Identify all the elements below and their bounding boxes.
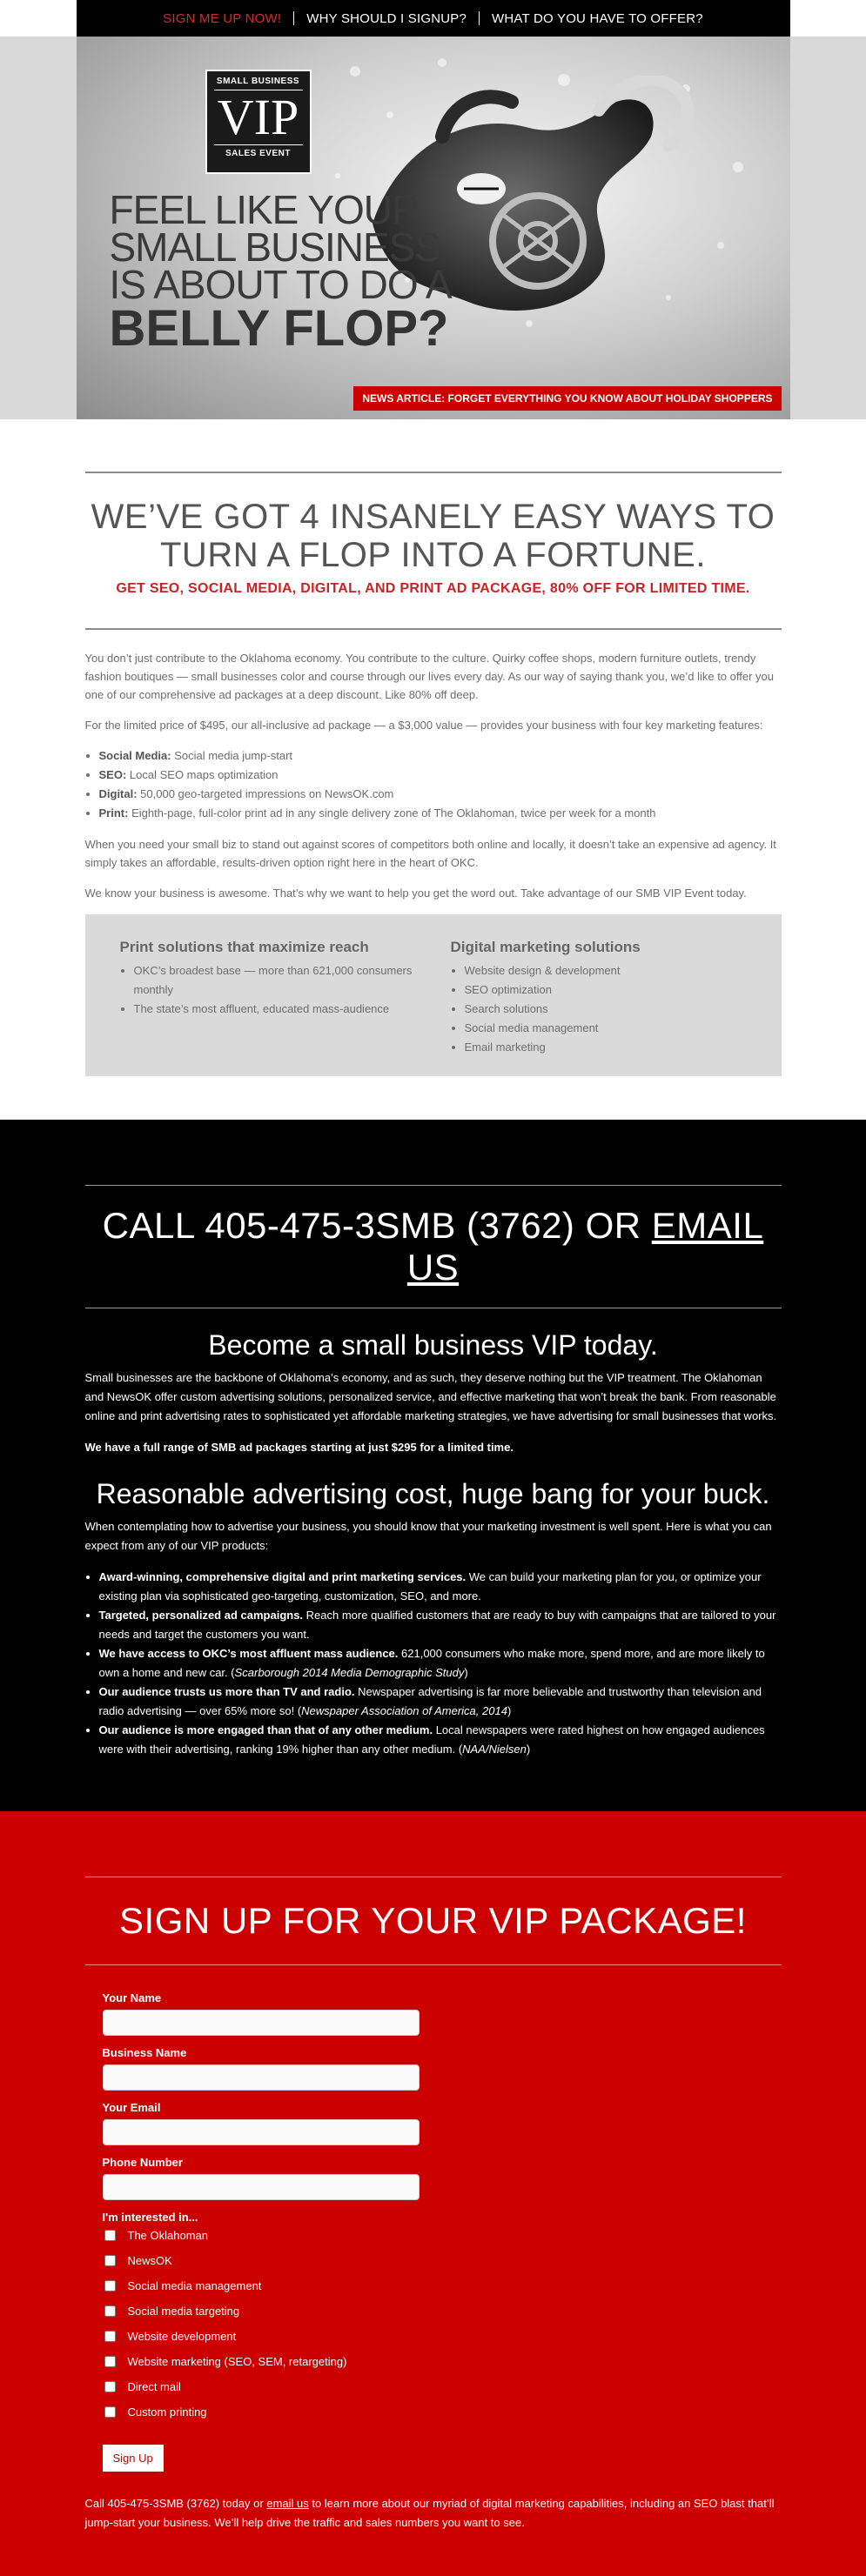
feature-label: SEO: xyxy=(98,768,127,781)
section-paragraph xyxy=(85,1438,782,1457)
option-checkbox[interactable] xyxy=(104,2230,116,2241)
list-item xyxy=(99,785,782,804)
hero-headline-emphasis: BELLY FLOP? xyxy=(109,300,449,357)
option-social-media-targeting[interactable] xyxy=(104,2305,764,2318)
list-item: • Social media management xyxy=(465,1019,747,1038)
option-label: The Oklahoman xyxy=(127,2229,208,2242)
logo-top-text: SMALL BUSINESS xyxy=(216,77,300,86)
divider xyxy=(85,472,782,473)
option-label: Direct mail xyxy=(127,2380,181,2393)
feature-text: Eighth-page, full-color print ad in any single delivery zone of The Oklahoman, twice per week for a month xyxy=(128,806,656,820)
digital-solutions-column xyxy=(416,939,747,1057)
intro-paragraph: For the limited price of $495, our all-inclusive ad package — a $3,000 value — provides your business with four key marketing features: xyxy=(84,719,763,732)
feature-label: Digital: xyxy=(98,787,138,800)
list-item: • Search solutions xyxy=(465,1000,747,1019)
email-us-link[interactable]: EMAIL US xyxy=(406,1205,764,1288)
name-field[interactable] xyxy=(103,2010,420,2036)
benefit-source: Newspaper Association of America, 2014 xyxy=(301,1704,507,1717)
option-checkbox[interactable] xyxy=(104,2280,116,2292)
hero-headline-line: FEEL LIKE YOUR xyxy=(109,187,420,232)
option-direct-mail[interactable] xyxy=(104,2380,764,2393)
signup-section xyxy=(0,1811,866,2576)
option-checkbox[interactable] xyxy=(104,2305,116,2317)
benefit-text: Local newspapers were rated highest on how engaged audiences were with their advertising, ranking 19% higher than any other medium. ( xyxy=(98,1723,765,1756)
nav-offer-link[interactable]: WHAT DO YOU HAVE TO OFFER? xyxy=(492,10,703,26)
intro-section xyxy=(77,419,790,1076)
logo-vip-text: VIP xyxy=(214,90,303,145)
list-item xyxy=(99,766,782,785)
option-checkbox[interactable] xyxy=(104,2406,116,2418)
option-label: Social media targeting xyxy=(127,2305,240,2318)
signup-form xyxy=(77,1965,790,2472)
benefit-title: Our audience is more engaged than that of any other medium. xyxy=(98,1723,433,1736)
digital-solutions-list xyxy=(465,961,747,1057)
list-item xyxy=(99,1606,782,1644)
benefit-text: Reach more qualified customers that are ready to buy with campaigns that are tailored to your needs and target the customers you want. xyxy=(98,1609,776,1641)
signup-footer-text xyxy=(85,2494,782,2533)
vip-info-section xyxy=(0,1120,866,1811)
benefit-source: NAA/Nielsen xyxy=(462,1743,527,1756)
feature-text: Local SEO maps optimization xyxy=(126,768,279,781)
phone-label: Phone Number xyxy=(102,2156,183,2169)
hero-headline-line: SMALL BUSINESS xyxy=(109,224,441,270)
option-label: Website marketing (SEO, SEM, retargeting) xyxy=(127,2355,347,2368)
hero-headline xyxy=(109,187,452,357)
list-item: • SEO optimization xyxy=(465,980,747,1000)
option-website-development[interactable] xyxy=(104,2330,764,2343)
intro-subtitle: GET SEO, SOCIAL MEDIA, DIGITAL, AND PRINT AD PACKAGE, 80% OFF FOR LIMITED TIME. xyxy=(116,581,750,596)
print-solutions-title: Print solutions that maximize reach xyxy=(119,939,369,955)
news-article-button[interactable]: NEWS ARTICLE: FORGET EVERYTHING YOU KNOW ABOUT HOLIDAY SHOPPERS xyxy=(353,386,781,411)
option-label: NewsOK xyxy=(127,2254,172,2267)
print-solutions-column xyxy=(120,939,416,1057)
list-item: • OKC’s broadest base — more than 621,000 consumers monthly xyxy=(134,961,416,1000)
list-item xyxy=(99,804,782,823)
option-checkbox[interactable] xyxy=(104,2356,116,2367)
business-name-field[interactable] xyxy=(103,2064,420,2091)
intro-paragraph: You don’t just contribute to the Oklahoma economy. You contribute to the culture. Quirky coffee shops, modern furniture outlets, trendy fashion boutiques — small businesses color and course through our lives every day. As our way of saying thank you, we’d like to offer you one of our comprehensive ad packages at a deep discount. Like 80% off deep. xyxy=(84,652,775,701)
sign-up-button[interactable]: Sign Up xyxy=(103,2445,164,2472)
name-label: Your Name xyxy=(102,1991,162,2004)
option-checkbox[interactable] xyxy=(104,2331,116,2342)
signup-title: SIGN UP FOR YOUR VIP PACKAGE! xyxy=(119,1900,747,1941)
intro-title: WE’VE GOT 4 INSANELY EASY WAYS TO TURN A FLOP INTO A FORTUNE. xyxy=(91,498,775,574)
feature-label: Print: xyxy=(98,806,129,820)
benefit-title: We have access to OKC’s most affluent mass audience. xyxy=(98,1647,399,1660)
benefits-list xyxy=(99,1568,782,1759)
email-label: Your Email xyxy=(102,2101,161,2114)
section-paragraph: Small businesses are the backbone of Oklahoma’s economy, and as such, they deserve nothing but the VIP treatment. The Oklahoman and NewsOK offer custom advertising solutions, personalized service, and effective marketing that won’t break the bank. From reasonable online and print advertising rates to sophisticated yet affordable marketing strategies, we have advertising for small businesses that works. xyxy=(84,1371,777,1422)
email-field[interactable] xyxy=(103,2119,420,2145)
digital-solutions-title: Digital marketing solutions xyxy=(450,939,641,955)
intro-paragraph: We know your business is awesome. That’s why we want to help you get the word out. Take advantage of our SMB VIP Event today. xyxy=(84,887,747,900)
option-oklahoman[interactable] xyxy=(104,2229,764,2242)
divider xyxy=(85,628,782,630)
nav-why-link[interactable]: WHY SHOULD I SIGNUP? xyxy=(306,10,467,26)
benefit-source: Scarborough 2014 Media Demographic Study xyxy=(234,1666,465,1679)
list-item xyxy=(99,1721,782,1759)
section-paragraph: When contemplating how to advertise your business, you should know that your marketing investment is well spent. Here is what you can expect from any of our VIP products: xyxy=(84,1520,772,1552)
list-item xyxy=(99,1568,782,1606)
option-label: Custom printing xyxy=(127,2405,207,2419)
feature-text: 50,000 geo-targeted impressions on NewsOK.com xyxy=(137,787,394,800)
option-website-marketing[interactable] xyxy=(104,2355,764,2368)
hero-headline-line: IS ABOUT TO DO A xyxy=(109,262,452,307)
footer-text-start: Call 405-475-3SMB (3762) today or xyxy=(84,2497,267,2510)
list-item xyxy=(99,1644,782,1683)
option-label: Website development xyxy=(127,2330,237,2343)
list-item xyxy=(99,746,782,766)
benefit-text: Newspaper advertising is far more believable and trustworthy than television and radio advertising — over 65% more so! ( xyxy=(98,1685,762,1717)
offer-text: We have a full range of SMB ad packages starting at just $295 for a limited time. xyxy=(84,1441,514,1454)
print-solutions-list xyxy=(134,961,416,1019)
feature-label: Social Media: xyxy=(98,749,171,762)
benefit-text-end: ) xyxy=(526,1743,531,1756)
section-heading: Reasonable advertising cost, huge bang for your buck. xyxy=(96,1478,770,1509)
section-heading: Become a small business VIP today. xyxy=(208,1329,658,1361)
call-to-action xyxy=(77,1186,790,1308)
list-item: • The state’s most affluent, educated mass-audience xyxy=(134,1000,416,1019)
call-phone-text: CALL 405-475-3SMB (3762) OR xyxy=(102,1205,652,1246)
nav-signup-link[interactable]: SIGN ME UP NOW! xyxy=(163,10,282,26)
benefit-text-end: ) xyxy=(464,1666,468,1679)
benefit-text: We can build your marketing plan for you, or optimize your existing plan via sophisticated geo-targeting, customization, SEO, and more. xyxy=(98,1570,762,1602)
business-label: Business Name xyxy=(102,2046,187,2059)
option-checkbox[interactable] xyxy=(104,2381,116,2392)
option-social-media-management[interactable] xyxy=(104,2279,764,2292)
phone-field[interactable] xyxy=(103,2174,420,2200)
top-nav xyxy=(77,0,790,37)
feature-text: Social media jump-start xyxy=(171,749,293,762)
features-list xyxy=(99,746,782,823)
logo-bottom-text: SALES EVENT xyxy=(225,149,291,158)
benefit-title: Our audience trusts us more than TV and radio. xyxy=(98,1685,355,1698)
footer-text-end: to learn more about our myriad of digital marketing capabilities, including an SEO blast that’ll jump-start your business. We’ll help drive the traffic and sales numbers you want to see. xyxy=(84,2497,775,2529)
intro-paragraph: When you need your small biz to stand out against scores of competitors both online and locally, it doesn’t take an expensive ad agency. It simply takes an affordable, results-driven option right here in the heart of OKC. xyxy=(84,838,776,869)
benefit-title: Targeted, personalized ad campaigns. xyxy=(98,1609,304,1622)
option-newsok[interactable] xyxy=(104,2254,764,2267)
option-checkbox[interactable] xyxy=(104,2255,116,2266)
list-item: • Website design & development xyxy=(465,961,747,980)
benefit-text-end: ) xyxy=(507,1704,512,1717)
option-label: Social media management xyxy=(127,2279,262,2292)
hero-banner xyxy=(0,37,866,419)
footer-email-link[interactable]: email us xyxy=(266,2497,309,2510)
list-item: • Email marketing xyxy=(465,1038,747,1057)
benefit-text: 621,000 consumers who make more, spend more, and are more likely to own a home and new car. ( xyxy=(98,1647,765,1679)
solutions-box xyxy=(85,914,782,1076)
option-custom-printing[interactable] xyxy=(104,2405,764,2419)
interested-label: I'm interested in... xyxy=(102,2211,198,2224)
list-item xyxy=(99,1683,782,1721)
hero-image xyxy=(77,37,790,419)
vip-logo xyxy=(205,70,312,174)
benefit-title: Award-winning, comprehensive digital and print marketing services. xyxy=(98,1570,467,1583)
